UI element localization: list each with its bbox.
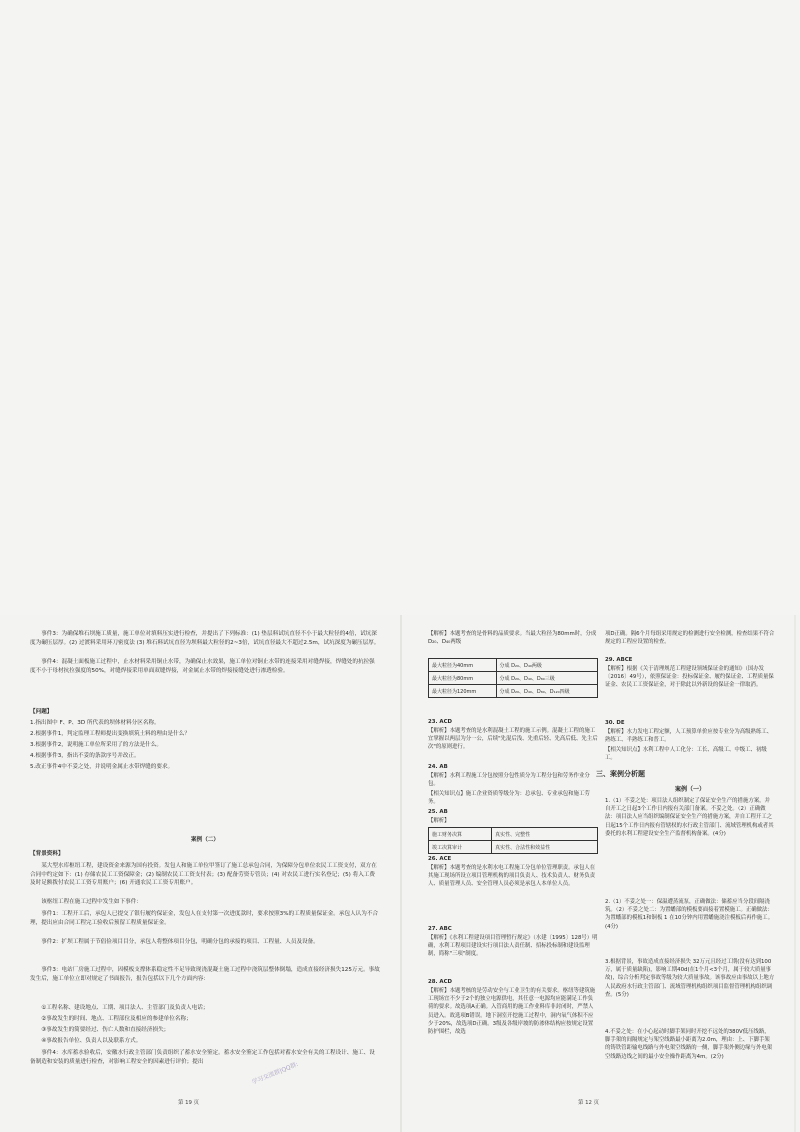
case1-answer-2: 2.（1）不妥之处一：保温遭蒸流泵，正确做法：储蓄应当分段间隔浇筑。（2）不妥之处二：为置蟠部的模板要面接着置模施工。正确做法：为置蟠部的模板1和铜板 1 在10分钟内用置蟠施浇注模板后再作施工。(4分) <box>605 899 774 930</box>
questions-heading: 【问题】 <box>30 709 53 715</box>
analysis-24: 【解析】水利工程施工分包按照分包性质分为工程分包和劳务作业分包。 <box>428 773 590 788</box>
bg-paragraph: 事件4：水库蓄水验收后，安徽水行政主管部门负责组织了蓄水安全鉴定。蓄水安全鉴定工作包括对蓄水安全有关的工程设计、施工、设备制造和安装的质量进行检查，对影响工程安全的因素进行评价；提出 <box>30 1050 375 1065</box>
event3-paragraph: 事件3：为确保堆石坝施工质量，施工单位对填料压实进行检查，并提出了下列标准：(1) 垫层料试坑直径不小于最大粒径的4倍，试坑深度为碾压层厚。(2) 过渡料采用环刀密度法 (3) 堆石料试坑直径为坝料最大粒径的2~3倍，试坑直径最大不超过2.5m，试坑深度为碾压层厚。 <box>30 631 380 646</box>
analysis-23: 【解析】本题考查的是水利混凝土工程的施工示例。混凝土工程的施工宜掌握以两层为分一公，后续"先混后浅、先重后轻、先高后低、先主后次"的原则进行。 <box>428 728 598 751</box>
bg-paragraph: 事件2：扩坝工程属于节倡俭项目目分，承包人将整体项目分包，明确分包的承接的项目、工程量、人员及设备。 <box>41 939 319 945</box>
analysis-29: 【解析】根据《关于清理规范工程建设领域保证金的通知》（国办发〔2016〕49号），依照保证金：投标保证金、履约保证金、工程质量保证金、农民工工资保证金，对于除此以外新设的保证金一律取消。 <box>605 666 774 689</box>
table-cell: 最大粒径为40mm <box>429 659 497 672</box>
case1-answer-3: 3.根据背景，事故造成直接经济损失 32万元且经过工期(没有达到100万，属于质量缺陷)，影响工期40d(在1个月<3个月，属于较大质量事故)，综合分析判定事故等级为较大质量事故。该事故应由事故以上地方人民政府水行政主管部门、流域管理机构组织项目监督管理机构组织调查。(5分) <box>605 959 775 998</box>
table-cell: 最大粒径为120mm <box>429 685 497 698</box>
table-cell: 真实性、完整性 <box>492 828 598 841</box>
table-cell: 分成 D₂₀、D₄₀、D₈₀三级 <box>496 672 597 685</box>
question-item: 1.指出图中 F、P、3D 所代表的坝体材料分区名称。 <box>30 720 160 726</box>
aggregate-grading-table <box>428 658 598 698</box>
question-item: 5.改正事件4中不妥之处，并说明金属止水带焊缝的要求。 <box>30 764 174 770</box>
analysis-30: 【解析】水力发电工程定额，人工预算单价应按专业分为高级熟练工、熟练工、半熟练工和普工。 <box>605 729 773 744</box>
case1-answer-1: 1.（1）不妥之处：项目法人组织制定了保证安全生产的措施方案，并自开工之日起3个工作日内报有关部门备案。不妥之处。（2）正确做法：项目法人应当组织编制保证安全生产的措施方案，并自工程开工之日起15个工作日内报有管辖权的水行政主管部门、流域管理机构或者其委托的水利工程建设安全生产监督机构备案。(4分) <box>605 798 774 837</box>
table-cell: 真实性、合法性和效益性 <box>492 841 598 854</box>
page-edge <box>794 615 796 1132</box>
case2-title: 案例（二） <box>191 837 219 843</box>
bg-list-item: ②事故发生的时间、地点、工程部位及相应的参建单位名称； <box>41 1016 192 1022</box>
table-cell: 分成 D₂₀、D₄₀、D₈₀、D₁₂₀四级 <box>496 685 597 698</box>
answer-28: 28. ACD <box>428 979 453 985</box>
table-row <box>429 685 598 698</box>
analysis-25-label: 【解析】 <box>428 818 450 824</box>
table-row <box>429 659 598 672</box>
question-item: 3.根据事件2，说明施工单位所采用了的方法是什么。 <box>30 742 162 748</box>
background-heading: 【背景资料】 <box>30 851 64 857</box>
answer-27: 27. ABC <box>428 926 452 932</box>
answer-30: 30. DE <box>605 720 625 726</box>
table-row <box>429 672 598 685</box>
answer-26: 26. ACE <box>428 856 452 862</box>
bg-list-item: ④事故报告单位、负责人以及联系方式。 <box>41 1038 142 1044</box>
bg-paragraph: 事件1：工程开工后，承包人已提交了银行履约保证金，发包人在支付第一次进度款时，要求按照3%的工程质量保证金。承包人认为不合理，提出应由合同工程完工验收后预留工程质量保证金。 <box>30 911 379 926</box>
related-knowledge-30: 【相关知识点】水利工程中人工化分：工长、高级工、中级工、初级工。 <box>605 747 767 762</box>
case1-title: 案例（一） <box>674 786 705 793</box>
answer-25: 25. AB <box>428 809 448 815</box>
answer-23: 23. ACD <box>428 719 453 725</box>
table-cell: 竣工决算审计 <box>429 841 492 854</box>
answer-29: 29. ABCE <box>605 657 633 663</box>
analysis-22: 【解析】本题考查的是骨料的品质要求。当最大粒径为80mm时，分成 D₂₀、D₄₀两级 <box>428 631 599 646</box>
question-item: 2.根据事件1，判定监理工程师提出变换填筑土料的理由是什么？ <box>30 731 190 737</box>
answer-24: 24. AB <box>428 764 448 770</box>
table-cell: 最大粒径为80mm <box>429 672 497 685</box>
event4-paragraph: 事件4：混凝土面板施工过程中，止水材料采用铜止水带，为确保止水效果，施工单位对铜止水带的连接采用对缝焊接，焊缝处的抗拉强度不小于母材抗拉强度的50%，对缝焊接采用单面双缝焊接，对金属止水带的焊接接缝处进行渗透检验。 <box>30 659 375 674</box>
related-knowledge-24: 【相关知识点】施工企业资质等级分为：总承包、专业承包和施工劳务。 <box>428 791 590 806</box>
bg-paragraph: 该枢纽工程在施工过程中发生如下事件： <box>41 899 142 905</box>
bg-paragraph: 某大型水库枢纽工程，建设资金来源为国有投资。发包人和施工单位甲签订了施工总承包合同，为保障分包单位农民工工资支付，双方在合同中约定如下：(1) 存储农民工工资保障金；(2) 编制农民工工资支付表；(3) 配备劳资专管员；(4) 对农民工进行实名登记；(5) 将入工费及时足额拨付农民工工资专用账户；(6) 开通农民工工资专用账户。 <box>30 863 377 887</box>
analysis-26: 【解析】本题考查的是水利水电工程施工分包单位管理职责。承包人在其施工现场所设立项目管理机构的项目负责人、技术负责人、财务负责人、质量管理人员、安全管理人员必须是承包人本单位人员。 <box>428 865 596 888</box>
analysis-28: 【解析】本题考核的是劳动安全与工业卫生的有关要求。枢纽等建筑施工现场宜不少于2个的独立电源供电，其任意一电源均应能满足工作负荷的要求。故选项A正确。入管商用的施工作业料库非封闭时，严禁人员进入。故选项B错误。地下洞室开挖施工过程中，洞内氧气体积不应少于20%，故选项D正确。3级及各级岸坡的防渗体结构应按规定设置防护围栏，故选 <box>428 988 596 1036</box>
page-number-right: 第 12 页 <box>578 1100 600 1106</box>
final-accounts-table <box>428 827 598 854</box>
bg-list-item: ③事故发生的简要经过、伤亡人数和直接经济损失； <box>41 1027 170 1033</box>
analysis-28-cont: 项D正确。隔6个月每组采用规定的检测进行安全检测，检查结果不符合规定的工程应设置的检查。 <box>605 631 775 646</box>
bg-list-item: ①工程名称、建设地点、工期、项目法人、主管部门及负责人电话； <box>41 1005 209 1011</box>
bg-paragraph: 事件3：电站厂房施工过程中，因模板支撑体系稳定性不足导致现浇混凝土施工过程中浇筑层整体倒塌，造成直接经济损失125万元。事故发生后，施工单位立即对规定了书面报告，报告包括以下几个方面内容： <box>30 967 380 982</box>
watermark-stamp: 学习交流群|QQ群: <box>250 1060 300 1086</box>
analysis-27: 【解析】《水利工程建设项目管理暂行规定》（水建〔1995〕128号）明确，水利工程项目建设实行项目法人责任制、招标投标制和建设监理制，简称"三项"制度。 <box>428 935 598 958</box>
page-number-left: 第 19 页 <box>178 1100 200 1106</box>
table-row <box>429 828 598 841</box>
case1-answer-4: 4.不妥之处：在小心起动时脚手架同时开挖不远处的380V低压线路，脚手架的间隔规定与架空线路最小距离为2.0m，理由：上、下脚手架的铸铁管距输电线路与外电架空线路的一侧，脚手架外侧边缘与外电架空线路边线之间的最小安全操作距离为4m。(2分) <box>605 1029 773 1060</box>
question-item: 4.根据事件3，指出不妥的条款序号并改正。 <box>30 753 140 759</box>
table-row <box>429 841 598 854</box>
table-cell: 分成 D₂₀、D₄₀两级 <box>496 659 597 672</box>
table-cell: 施工财务决算 <box>429 828 492 841</box>
section-heading: 三、案例分析题 <box>596 770 645 778</box>
